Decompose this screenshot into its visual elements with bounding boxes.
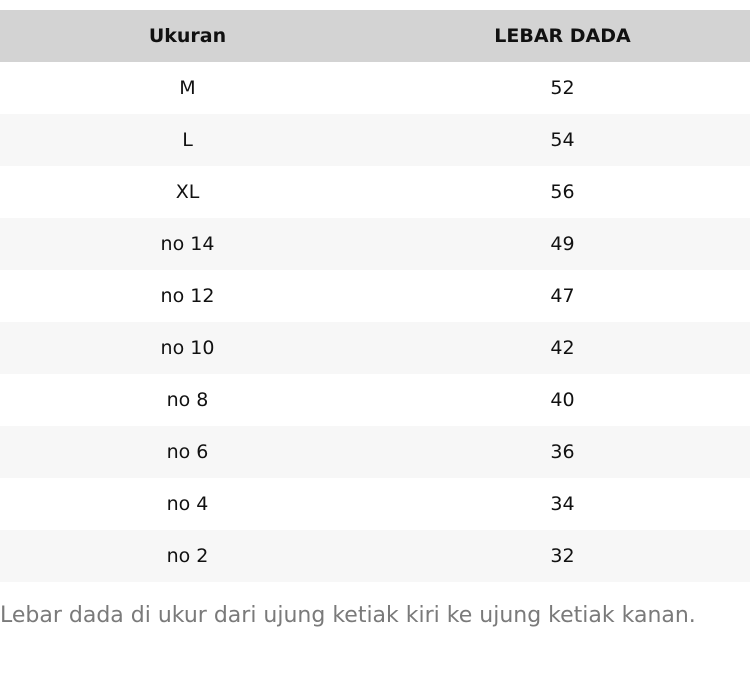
cell-chest-width: 32 [375,530,750,582]
table-row [0,270,750,322]
cell-chest-width: 54 [375,114,750,166]
cell-size: no 8 [0,374,375,426]
table-row [0,322,750,374]
cell-size: no 6 [0,426,375,478]
table-header [0,10,750,62]
table-row [0,530,750,582]
cell-size: no 14 [0,218,375,270]
cell-size: no 10 [0,322,375,374]
cell-chest-width: 52 [375,62,750,114]
table-row [0,166,750,218]
table-row [0,218,750,270]
table-row [0,62,750,114]
cell-size: no 12 [0,270,375,322]
size-chart-table [0,10,750,582]
table-body [0,62,750,582]
header-chest-width: LEBAR DADA [375,10,750,62]
header-size: Ukuran [0,10,375,62]
table-row [0,114,750,166]
cell-chest-width: 34 [375,478,750,530]
table-row [0,426,750,478]
cell-size: L [0,114,375,166]
cell-size: no 4 [0,478,375,530]
cell-chest-width: 47 [375,270,750,322]
table-row [0,478,750,530]
cell-size: XL [0,166,375,218]
cell-chest-width: 42 [375,322,750,374]
cell-chest-width: 40 [375,374,750,426]
cell-size: no 2 [0,530,375,582]
cell-chest-width: 49 [375,218,750,270]
measurement-note: Lebar dada di ukur dari ujung ketiak kiri ke ujung ketiak kanan. [0,603,696,628]
header-row [0,10,750,62]
cell-chest-width: 56 [375,166,750,218]
cell-size: M [0,62,375,114]
cell-chest-width: 36 [375,426,750,478]
table-row [0,374,750,426]
